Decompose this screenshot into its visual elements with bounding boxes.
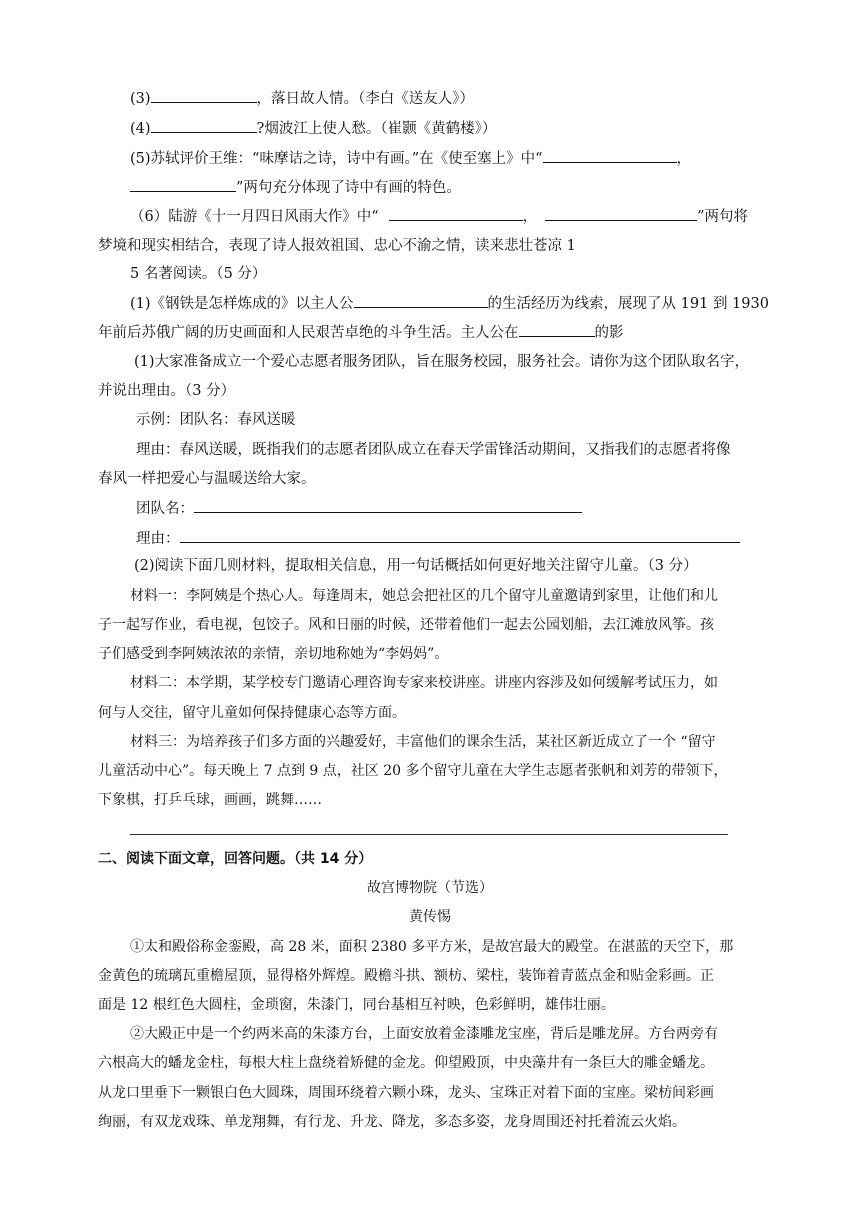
question-6-line-2: 梦境和现实相结合，表现了诗人报效祖国、忠心不渝之情，读来悲壮苍凉 1 — [98, 238, 576, 254]
answer-blank[interactable] — [354, 293, 488, 308]
question-5-text-b: ， — [676, 151, 692, 167]
article-author: 黄传惕 — [409, 909, 451, 925]
answer-blank[interactable] — [545, 206, 697, 221]
books-question-line-2 — [98, 322, 624, 343]
paragraph-1-line-2: 金黄色的琉璃瓦重檐屋顶，显得格外辉煌。殿檐斗拱、额枋、梁柱，装饰着青蓝点金和贴金彩画。正 — [98, 968, 714, 984]
books-text-a: (1)《钢铁是怎样炼成的》以主人公 — [130, 296, 354, 312]
article-title: 故宫博物院（节选） — [367, 880, 493, 896]
team-name-blank[interactable] — [194, 498, 582, 513]
material-2-line-1: 材料二：本学期，某学校专门邀请心理咨询专家来校讲座。讲座内容涉及如何缓解考试压力，如 — [130, 675, 718, 691]
material-1-line-1: 材料一：李阿姨是个热心人。每逢周末，她总会把社区的几个留守儿童邀请到家里，让他们和儿 — [130, 588, 718, 604]
answer-blank[interactable] — [151, 118, 257, 133]
answer-blank[interactable] — [389, 206, 523, 221]
team-reason-label: 理由： — [136, 531, 180, 547]
material-1-line-3: 子们感受到李阿姨浓浓的亲情，亲切地称她为“李妈妈”。 — [98, 646, 449, 662]
material-1-line-2: 子一起写作业，看电视，包饺子。风和日丽的时候，还带着他们一起去公园划船，去江滩放风筝。孩 — [98, 617, 714, 633]
answer-blank[interactable] — [130, 177, 236, 192]
question-6-text-a: （6）陆游《十一月四日风雨大作》中“ — [130, 209, 379, 225]
question-5-text-a: (5)苏轼评价王维：“味摩诘之诗，诗中有画。”在《使至塞上》中“ — [130, 151, 543, 167]
books-question-line-1 — [130, 293, 769, 314]
paragraph-1-line-1: ①太和殿俗称金銮殿，高 28 米，面积 2380 多平方米，是故宫最大的殿堂。在湛蓝的天空下，那 — [130, 939, 734, 955]
question-4-number: (4) — [130, 121, 151, 137]
section-2-heading: 二、阅读下面文章，回答问题。（共 14 分） — [98, 851, 373, 867]
question-4-text: ?烟波江上使人愁。（崔颢《黄鹤楼》） — [256, 121, 497, 137]
paragraph-1-line-3: 面是 12 根红色大圆柱，金琐窗，朱漆门，同台基相互衬映，色彩鲜明，雄伟壮丽。 — [98, 997, 615, 1013]
answer-blank[interactable] — [519, 322, 595, 337]
team-name-label: 团队名： — [136, 501, 194, 517]
answer-blank[interactable] — [543, 148, 677, 163]
paragraph-2-line-1: ②大殿正中是一个约两米高的朱漆方台，上面安放着金漆雕龙宝座，背后是雕龙屏。方台两旁有 — [130, 1026, 718, 1042]
paragraph-2-line-4: 绚丽，有双龙戏珠、单龙翔舞，有行龙、升龙、降龙，多态多姿，龙身周围还衬托着流云火焰。 — [98, 1114, 686, 1130]
question-3 — [130, 88, 474, 109]
paragraph-2-line-3: 从龙口里垂下一颗银白色大圆珠，周围环绕着六颗小珠，龙头、宝珠正对着下面的宝座。梁枋间彩画 — [98, 1085, 714, 1101]
material-3-line-1: 材料三：为培养孩子们多方面的兴趣爱好，丰富他们的课余生活，某社区新近成立了一个 “留守 — [130, 734, 716, 750]
books-text-d: 的影 — [594, 325, 624, 341]
books-text-b: 的生活经历为线索，展现了从 191 到 1930 — [487, 296, 769, 312]
material-3-line-2: 儿童活动中心”。每天晚上 7 点到 9 点，社区 20 多个留守儿童在大学生志愿者张帆和刘芳的带领下， — [98, 763, 728, 779]
team-reason-answer — [136, 528, 740, 549]
paragraph-2-line-2: 六根高大的蟠龙金柱，每根大柱上盘绕着矫健的金龙。仰望殿顶，中央藻井有一条巨大的雕金蟠龙。 — [98, 1055, 714, 1071]
team-question-line-2: 并说出理由。（3 分） — [98, 383, 236, 399]
material-3-line-3: 下象棋，打乒乓球，画画，跳舞…… — [98, 792, 322, 808]
team-example: 示例：团队名：春风送暖 — [136, 412, 296, 428]
question-6-text-b: ， — [522, 209, 538, 225]
answer-line[interactable] — [130, 834, 728, 835]
question-4 — [130, 118, 496, 139]
answer-blank[interactable] — [151, 88, 257, 103]
question-5-text-c: ”两句充分体现了诗中有画的特色。 — [236, 180, 461, 196]
material-2-line-2: 何与人交往，留守儿童如何保持健康心态等方面。 — [98, 705, 406, 721]
team-reason-line-2: 春风一样把爱心与温暖送给大家。 — [98, 471, 316, 487]
books-text-c: 年前后苏俄广阔的历史画面和人民艰苦卓绝的斗争生活。主人公在 — [98, 325, 519, 341]
question-5-line-1 — [130, 148, 691, 169]
question-5-line-2 — [130, 177, 461, 198]
question-6-text-c: ”两句将 — [697, 209, 749, 225]
team-reason-blank[interactable] — [180, 528, 740, 543]
question-3-text: ，落日故人情。（李白《送友人》） — [256, 91, 475, 107]
team-question-line-1: (1)大家准备成立一个爱心志愿者服务团队，旨在服务校园，服务社会。请你为这个团队取名字， — [134, 354, 750, 370]
team-name-answer — [136, 498, 582, 519]
question-3-number: (3) — [130, 91, 151, 107]
question-6-line-1 — [130, 206, 748, 227]
question-2-prompt: (2)阅读下面几则材料，提取相关信息，用一句话概括如何更好地关注留守儿童。（3 分） — [134, 558, 698, 574]
books-question-title: 5 名著阅读。（5 分） — [130, 266, 267, 282]
team-reason-line-1: 理由：春风送暖，既指我们的志愿者团队成立在春天学雷锋活动期间，又指我们的志愿者将像 — [136, 442, 731, 458]
